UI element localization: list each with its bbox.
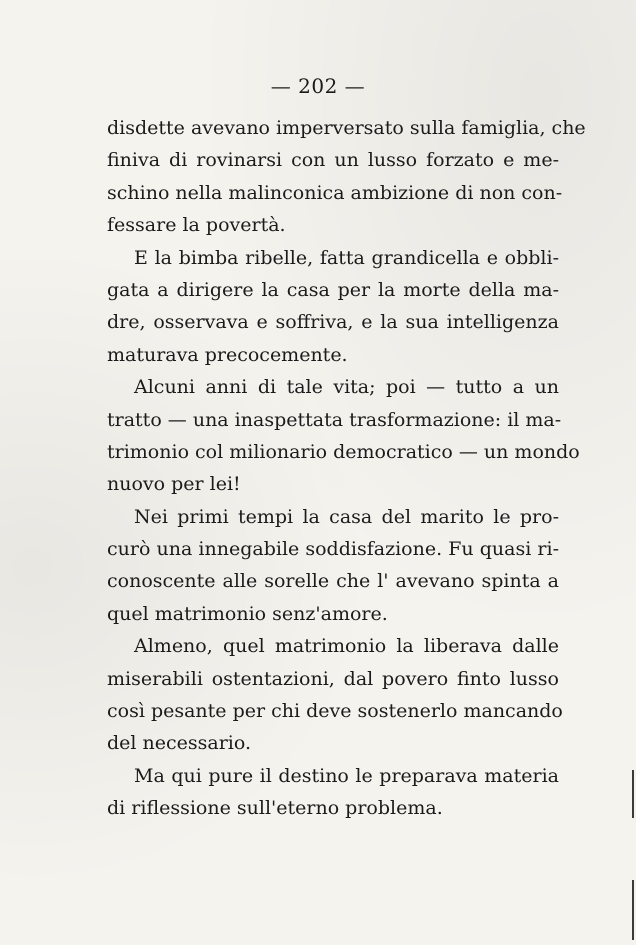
scan-edge-mark	[632, 770, 634, 818]
text-line: quel matrimonio senz'amore.	[107, 602, 388, 625]
text-line: schino nella malinconica ambizione di non con-	[107, 181, 563, 204]
text-line: conoscente alle sorelle che l' avevano spinta a	[107, 570, 559, 593]
text-line: nuovo per lei!	[107, 473, 241, 496]
text-line: finiva di rovinarsi con un lusso forzato e me-	[107, 149, 559, 172]
text-line: gata a dirigere la casa per la morte della ma-	[107, 278, 559, 301]
text-line: trimonio col milionario democratico — un mondo	[107, 440, 580, 463]
text-line: di riflessione sull'eterno problema.	[107, 797, 443, 820]
text-line: del necessario.	[107, 732, 252, 755]
text-line: disdette avevano imperversato sulla famiglia, che	[107, 117, 586, 139]
body-text	[107, 112, 586, 825]
paragraph-start-line: E la bimba ribelle, fatta grandicella e obbli-	[134, 246, 559, 269]
text-line: miserabili ostentazioni, dal povero finto lusso	[107, 667, 559, 690]
text-line: curò una innegabile soddisfazione. Fu quasi ri-	[107, 538, 559, 561]
text-line: tratto — una inaspettata trasformazione: il ma-	[107, 408, 562, 431]
text-line: dre, osservava e soffriva, e la sua intelligenza	[107, 311, 559, 334]
text-line: maturava precocemente.	[107, 343, 348, 366]
page-number: — 202 —	[270, 74, 366, 98]
text-line: fessare la povertà.	[107, 214, 286, 237]
scan-edge-mark	[632, 880, 634, 940]
paragraph-start-line: Alcuni anni di tale vita; poi — tutto a un	[134, 376, 559, 399]
paragraph-start-line: Ma qui pure il destino le preparava materia	[134, 764, 559, 787]
text-line: così pesante per chi deve sostenerlo mancando	[107, 700, 563, 723]
paragraph-start-line: Nei primi tempi la casa del marito le pro-	[134, 505, 559, 528]
paragraph-start-line: Almeno, quel matrimonio la liberava dalle	[134, 635, 559, 658]
